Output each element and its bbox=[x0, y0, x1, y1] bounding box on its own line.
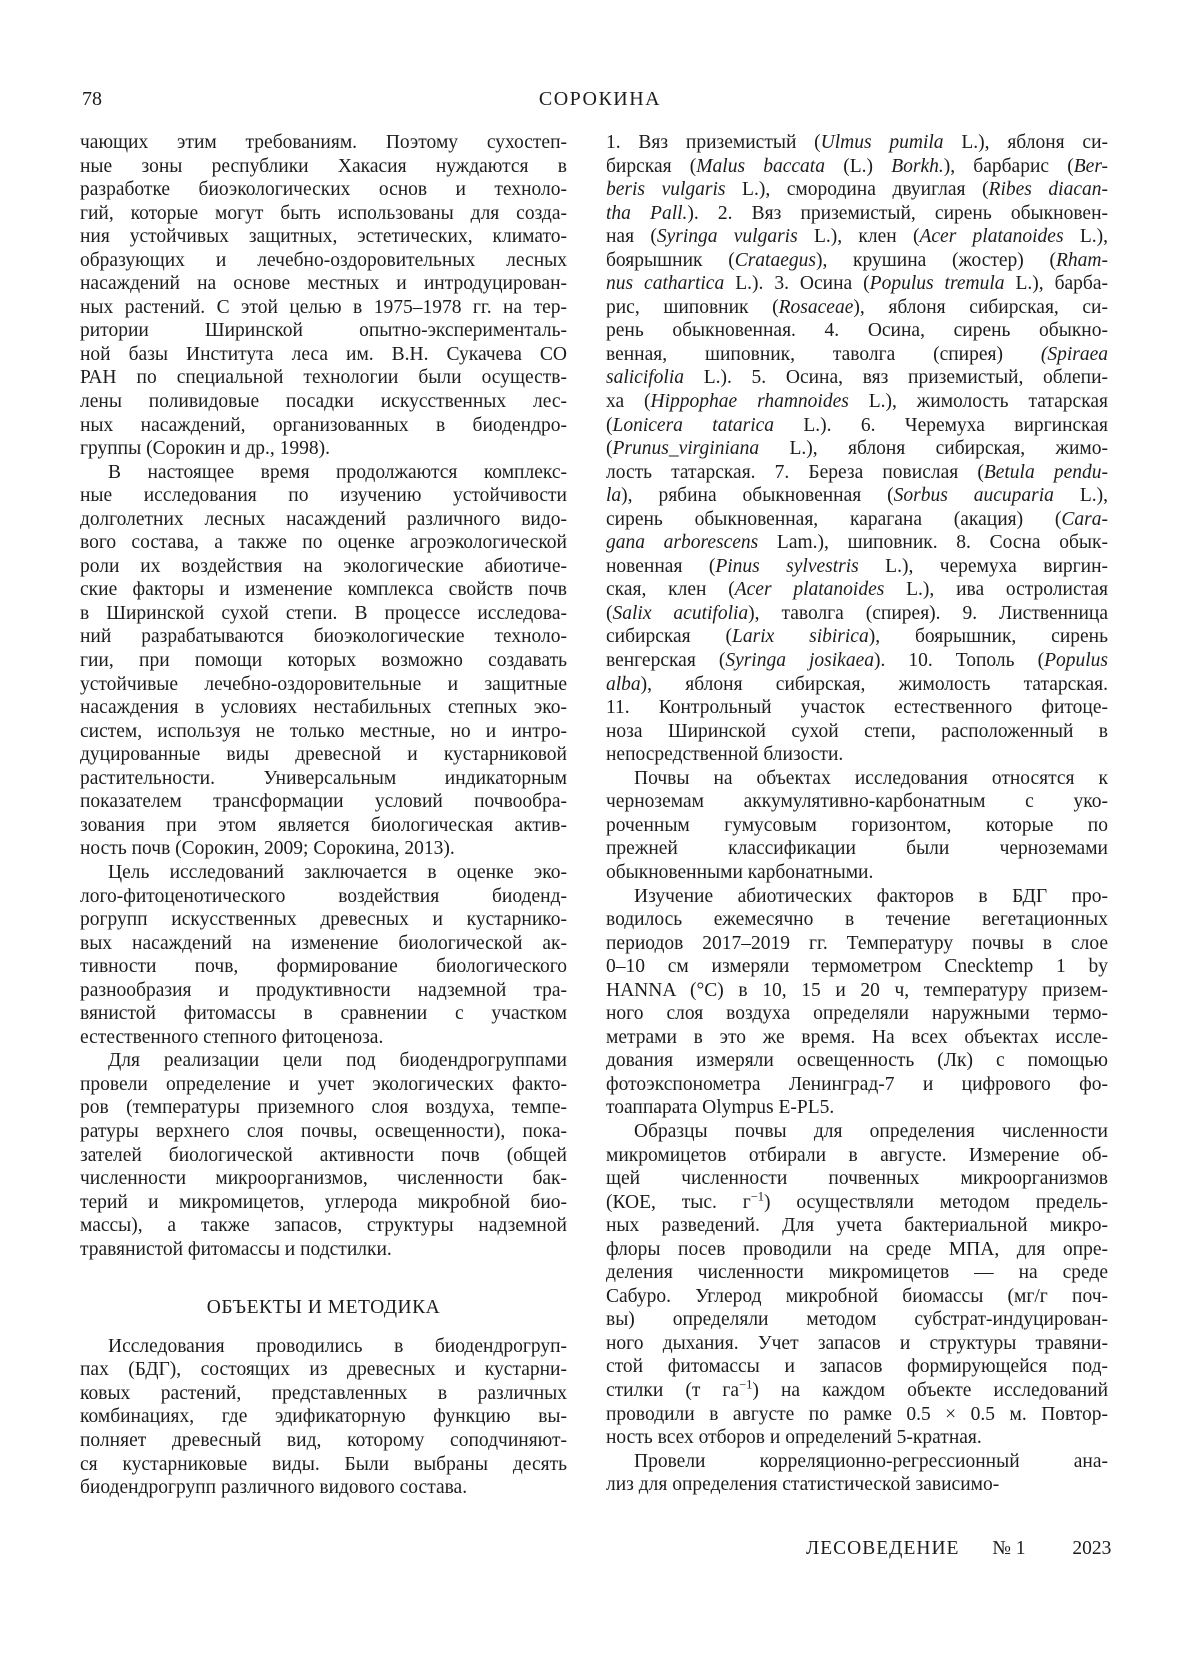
text-line: ность почв (Сорокин, 2009; Сорокина, 2013). bbox=[80, 838, 455, 860]
text-line: фотоэкспонометра Ленинград-7 и цифрового фо- bbox=[606, 1073, 1108, 1095]
text-line: систем, используя не только местные, но и интро- bbox=[80, 720, 567, 742]
text-line: новенная (Pinus sylvestris L.), черемуха виргин- bbox=[606, 555, 1108, 577]
text-line: ные зоны республики Хакасия нуждаются в bbox=[80, 155, 567, 177]
text-line: численности микроорганизмов, численности бак- bbox=[80, 1168, 567, 1190]
text-line: ной базы Института леса им. В.Н. Сукачева СО bbox=[80, 343, 567, 365]
text-line: естественного степного фитоценоза. bbox=[80, 1026, 384, 1048]
text-line: стой фитомассы и запасов формирующейся под- bbox=[606, 1356, 1108, 1378]
text-line: в Ширинской сухой степи. В процессе исследова- bbox=[80, 602, 567, 624]
text-line: ных растений. С этой целью в 1975–1978 гг. на тер- bbox=[80, 296, 567, 318]
paragraph bbox=[80, 861, 567, 1049]
text-line: Цель исследований заключается в оценке эко- bbox=[108, 861, 567, 883]
text-line: насаждений на основе местных и интродуцирован- bbox=[80, 273, 567, 295]
text-line: alba), яблоня сибирская, жимолость татарская. bbox=[606, 673, 1108, 695]
text-line: периодов 2017–2019 гг. Температуру почвы в слое bbox=[606, 932, 1108, 954]
text-line: зования при этом является биологическая актив- bbox=[80, 814, 567, 836]
text-line: сибирская (Larix sibirica), боярышник, сирень bbox=[606, 626, 1108, 648]
text-line: HANNA (°C) в 10, 15 и 20 ч, температуру призем- bbox=[606, 979, 1108, 1001]
text-line: tha Pall.). 2. Вяз приземистый, сирень обыкновен- bbox=[606, 202, 1108, 224]
text-line: роченным гумусовым горизонтом, которые по bbox=[606, 814, 1108, 836]
paragraph bbox=[80, 461, 567, 861]
text-line: Почвы на объектах исследования относятся к bbox=[634, 767, 1108, 789]
text-line: растительности. Универсальным индикаторным bbox=[80, 767, 567, 789]
text-line: ритории Ширинской опытно-эксперименталь- bbox=[80, 320, 567, 342]
paragraph bbox=[606, 1120, 1108, 1450]
footer-year: 2023 bbox=[1072, 1538, 1112, 1559]
text-line: ковых растений, представленных в различных bbox=[80, 1382, 567, 1404]
text-line: ных разведений. Для учета бактериальной микро- bbox=[606, 1215, 1108, 1237]
section-heading: ОБЪЕКТЫ И МЕТОДИКА bbox=[206, 1297, 441, 1319]
text-line: ного слоя воздуха определяли наружными термо- bbox=[606, 1003, 1108, 1025]
text-line: тоаппарата Olympus E-PL5. bbox=[606, 1097, 835, 1119]
text-line: ская, клен (Acer platanoides L.), ива остролистая bbox=[606, 579, 1109, 601]
text-line: ность всех отборов и определений 5-кратная. bbox=[606, 1427, 982, 1449]
text-line: щей численности почвенных микроорганизмов bbox=[606, 1168, 1108, 1190]
text-line: 11. Контрольный участок естественного фитоце- bbox=[606, 697, 1108, 719]
text-line: полняет древесный вид, которому соподчиняют- bbox=[80, 1429, 567, 1451]
text-line: ная (Syringa vulgaris L.), клен (Acer platanoides L.), bbox=[606, 226, 1108, 248]
footer-journal-title: ЛЕСОВЕДЕНИЕ bbox=[806, 1538, 960, 1559]
text-line: ров (температуры приземного слоя воздуха, темпе- bbox=[80, 1097, 567, 1119]
text-line: Изучение абиотических факторов в БДГ про- bbox=[634, 885, 1108, 907]
text-line: лены поливидовые посадки искусственных лес- bbox=[80, 391, 567, 413]
text-line: венная, шиповник, таволга (спирея) (Spiraea bbox=[606, 343, 1108, 365]
text-line: деления численности микромицетов — на среде bbox=[606, 1262, 1108, 1284]
text-line: Образцы почвы для определения численности bbox=[634, 1120, 1108, 1142]
text-line: разнообразия и продуктивности надземной тра- bbox=[80, 979, 567, 1001]
text-line: дуцированные виды древесной и кустарниковой bbox=[80, 744, 567, 766]
text-line: метрами в это же время. На всех объектах иссле- bbox=[606, 1026, 1108, 1048]
paragraph bbox=[80, 1335, 567, 1500]
text-line: венгерская (Syringa josikaea). 10. Тополь (Populus bbox=[606, 650, 1108, 672]
text-line: разработке биоэкологических основ и техноло- bbox=[80, 179, 567, 201]
text-line: дования измеряли освещенность (Лк) с помощью bbox=[606, 1050, 1108, 1072]
text-line: вы) определяли методом субстрат-индуцирован- bbox=[606, 1309, 1108, 1331]
text-line: лость татарская. 7. Береза повислая (Betula pendu- bbox=[606, 461, 1108, 483]
text-line: комбинациях, где эдификаторную функцию вы- bbox=[80, 1406, 567, 1428]
text-line: тивности почв, формирование биологического bbox=[80, 956, 567, 978]
text-line: (Prunus_virginiana L.), яблоня сибирская, жимо- bbox=[606, 438, 1108, 460]
text-line: флоры посев проводили на среде МПА, для опре- bbox=[606, 1238, 1108, 1260]
paragraph bbox=[606, 885, 1108, 1120]
page-number: 78 bbox=[82, 88, 102, 110]
text-line: la), рябина обыкновенная (Sorbus aucuparia L.), bbox=[606, 485, 1108, 507]
text-line: (КОЕ, тыс. $г^{-1}$) осуществляли методом предель- bbox=[606, 1189, 1108, 1213]
text-line: пах (БДГ), состоящих из древесных и кустарни- bbox=[80, 1359, 567, 1381]
text-line: насаждения в условиях нестабильных степных эко- bbox=[80, 697, 567, 719]
running-head-author: СОРОКИНА bbox=[538, 88, 662, 110]
text-line: (Lonicera tatarica L.). 6. Черемуха виргинская bbox=[606, 414, 1108, 436]
text-line: Провели корреляционно-регрессионный ана- bbox=[634, 1450, 1108, 1472]
text-line: nus cathartica L.). 3. Осина (Populus tremula L.), барба- bbox=[606, 273, 1108, 295]
text-line: массы), а также запасов, структуры надземной bbox=[80, 1215, 567, 1237]
paragraph bbox=[606, 767, 1108, 885]
left-column bbox=[80, 131, 567, 1500]
text-line: ного дыхания. Учет запасов и структуры травяни- bbox=[606, 1332, 1108, 1354]
text-line: beris vulgaris L.), смородина двуиглая (Ribes diacan- bbox=[606, 179, 1109, 201]
paragraph bbox=[606, 1450, 1108, 1497]
text-line: ний разрабатываются биоэкологические техноло- bbox=[80, 626, 567, 648]
text-line: группы (Сорокин и др., 1998). bbox=[80, 438, 331, 460]
text-line: микромицетов отбирали в августе. Измерение об- bbox=[606, 1144, 1108, 1166]
text-line: Сабуро. Углерод микробной биомассы (мг/г поч- bbox=[606, 1285, 1108, 1307]
text-line: вых насаждений на изменение биологической ак- bbox=[80, 932, 567, 954]
text-line: бирская (Malus baccata (L.) Borkh.), барбарис (Ber- bbox=[606, 155, 1109, 177]
text-line: образующих и лечебно-оздоровительных лесных bbox=[80, 249, 567, 271]
text-line: ские факторы и изменение комплекса свойств почв bbox=[80, 579, 567, 601]
running-header bbox=[0, 88, 1200, 114]
text-line: рень обыкновенная. 4. Осина, сирень обыкно- bbox=[606, 320, 1108, 342]
text-line: ся кустарниковые виды. Были выбраны десять bbox=[80, 1453, 567, 1475]
footer-issue-number: № 1 bbox=[992, 1538, 1026, 1559]
text-line: лиз для определения статистической зависимо- bbox=[606, 1474, 1000, 1496]
text-line: лого-фитоценотического воздействия биоденд- bbox=[80, 885, 567, 907]
text-line: показателем трансформации условий почвообра- bbox=[80, 791, 567, 813]
text-line: ноза Ширинской сухой степи, расположенный в bbox=[606, 720, 1108, 742]
text-line: черноземам аккумулятивно-карбонатным с уко- bbox=[606, 791, 1108, 813]
text-line: обыкновенными карбонатными. bbox=[606, 861, 874, 883]
text-line: устойчивые лечебно-оздоровительные и защитные bbox=[80, 673, 567, 695]
text-line: Для реализации цели под биодендрогруппами bbox=[108, 1050, 567, 1072]
text-line: долголетних лесных насаждений различного видо- bbox=[80, 508, 567, 530]
text-line: gana arborescens Lam.), шиповник. 8. Сосна обык- bbox=[606, 532, 1108, 554]
text-line: ратуры верхнего слоя почвы, освещенности), пока- bbox=[80, 1120, 567, 1142]
text-line: salicifolia L.). 5. Осина, вяз приземистый, облепи- bbox=[606, 367, 1108, 389]
text-columns bbox=[80, 131, 1108, 1500]
text-line: боярышник (Crataegus), крушина (жостер) (Rham- bbox=[606, 249, 1108, 271]
text-line: (Salix acutifolia), таволга (спирея). 9. Лиственница bbox=[606, 602, 1109, 624]
text-line: провели определение и учет экологических факто- bbox=[80, 1073, 567, 1095]
text-line: вянистой фитомассы в сравнении с участком bbox=[80, 1003, 567, 1025]
text-line: вого состава, а также по оценке агроэкологической bbox=[80, 532, 567, 554]
paragraph bbox=[80, 131, 567, 461]
text-line: ха (Hippophae rhamnoides L.), жимолость татарская bbox=[606, 391, 1108, 413]
text-line: ния устойчивых защитных, эстетических, климато- bbox=[80, 226, 567, 248]
text-line: В настоящее время продолжаются комплекс- bbox=[108, 461, 567, 483]
paragraph bbox=[606, 131, 1108, 767]
text-line: рис, шиповник (Rosaceae), яблоня сибирская, си- bbox=[606, 296, 1108, 318]
text-line: стилки (т $га^{-1}$) на каждом объекте исследований bbox=[606, 1377, 1109, 1401]
paragraph bbox=[80, 1049, 567, 1261]
text-line: терий и микромицетов, углерода микробной био- bbox=[80, 1191, 567, 1213]
text-line: 1. Вяз приземистый (Ulmus pumila L.), яблоня си- bbox=[606, 132, 1108, 153]
text-line: непосредственной близости. bbox=[606, 744, 844, 766]
text-line: водилось ежемесячно в течение вегетационных bbox=[606, 909, 1108, 931]
text-line: биодендрогрупп различного видового состава. bbox=[80, 1477, 468, 1499]
journal-footer bbox=[806, 1538, 1111, 1560]
text-line: ных насаждений, организованных в биодендро- bbox=[80, 414, 567, 436]
text-line: Исследования проводились в биодендрогруп- bbox=[108, 1335, 567, 1357]
text-line: РАН по специальной технологии были осуществ- bbox=[80, 367, 567, 389]
text-line: рогрупп искусственных древесных и кустарнико- bbox=[80, 909, 567, 931]
text-line: роли их воздействия на экологические абиотиче- bbox=[80, 555, 567, 577]
text-line: 0–10 см измеряли термометром Cnecktemp 1 by bbox=[606, 956, 1108, 978]
text-line: зателей биологической активности почв (общей bbox=[80, 1144, 567, 1166]
text-line: чающих этим требованиям. Поэтому сухостеп- bbox=[80, 132, 567, 153]
text-line: травянистой фитомассы и подстилки. bbox=[80, 1238, 392, 1260]
text-line: сирень обыкновенная, карагана (акация) (Cara- bbox=[606, 508, 1108, 530]
text-line: ные исследования по изучению устойчивости bbox=[80, 485, 567, 507]
text-line: проводили в августе по рамке 0.5 × 0.5 м. Повтор- bbox=[606, 1403, 1108, 1425]
text-line: прежней классификации были черноземами bbox=[606, 838, 1108, 860]
text-line: гии, при помощи которых возможно создавать bbox=[80, 650, 567, 672]
right-column bbox=[606, 131, 1108, 1500]
text-line: гий, которые могут быть использованы для созда- bbox=[80, 202, 567, 224]
